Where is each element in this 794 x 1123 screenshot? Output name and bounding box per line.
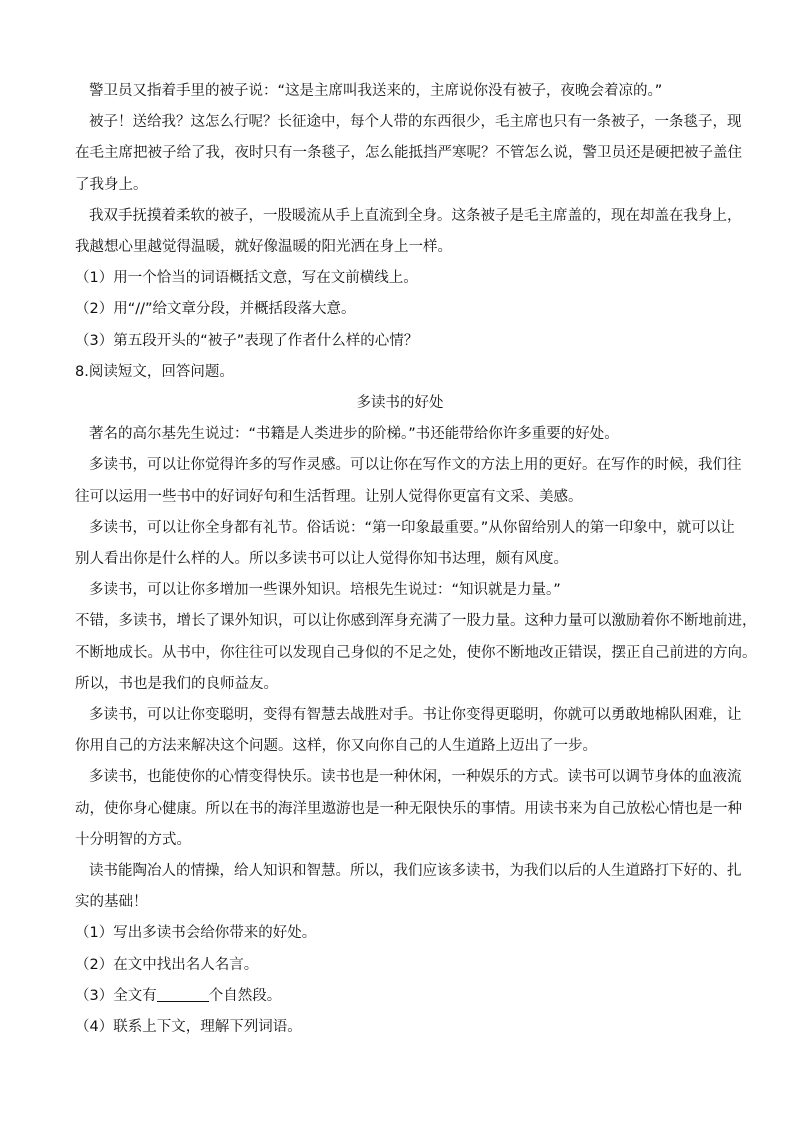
passage2-paragraph-7-line-2: 动，使你身心健康。所以在书的海洋里遨游也是一种无限快乐的事情。用读书来为自己放松心情也是一种 (75, 800, 742, 817)
passage2-paragraph-8-line-1: 读书能陶冶人的情操，给人知识和智慧。所以，我们应该多读书，为我们以后的人生道路打下好的、扎 (89, 863, 742, 880)
passage2-question-3 (75, 981, 725, 1012)
passage2-paragraph-2-line-1: 多读书，可以让你觉得许多的写作灵感。可以让你在写作文的方法上用的更好。在写作的时候，我们往 (89, 457, 742, 474)
passage2-paragraph-3-line-2: 别人看出你是什么样的人。所以多读书可以让人觉得你知书达理，颇有风度。 (75, 551, 568, 568)
passage1-paragraph-2-line-3: 了我身上。 (75, 176, 148, 193)
question-3-suffix: 个自然段。 (208, 987, 282, 1004)
passage1-question-3: （3）第五段开头的“被子”表现了作者什么样的心情？ (75, 332, 419, 349)
passage1-paragraph-3-line-1: 我双手抚摸着柔软的被子，一股暖流从手上直流到全身。这条被子是毛主席盖的，现在却盖在我身上， (89, 207, 742, 224)
passage2-paragraph-8-line-2: 实的基础！ (75, 894, 148, 911)
answer-blank[interactable] (157, 987, 209, 1002)
passage2-paragraph-5-line-3: 所以，书也是我们的良师益友。 (75, 675, 278, 692)
passage2-paragraph-7-line-1: 多读书，也能使你的心情变得快乐。读书也是一种休闲，一种娱乐的方式。读书可以调节身体的血液流 (89, 769, 742, 786)
passage2-paragraph-2-line-2: 往可以运用一些书中的好词好句和生活哲理。让别人觉得你更富有文采、美感。 (75, 488, 583, 505)
passage2-question-1: （1）写出多读书会给你带来的好处。 (75, 925, 317, 942)
passage1-question-1: （1）用一个恰当的词语概括文意，写在文前横线上。 (75, 270, 418, 287)
passage2-paragraph-7-line-3: 十分明智的方式。 (75, 831, 191, 848)
passage1-question-2: （2）用“//”给文章分段，并概括段落大意。 (75, 301, 356, 318)
passage1-paragraph-1: 警卫员又指着手里的被子说：“这是主席叫我送来的，主席说你没有被子，夜晚会着凉的。” (89, 83, 663, 99)
passage1-paragraph-3-line-2: 我越想心里越觉得温暖，就好像温暖的阳光洒在身上一样。 (75, 239, 452, 256)
passage2-paragraph-6-line-1: 多读书，可以让你变聪明，变得有智慧去战胜对手。书让你变得更聪明，你就可以勇敢地棉队困难，让 (89, 707, 742, 724)
passage1-paragraph-2-line-2: 在毛主席把被子给了我，夜时只有一条毯子，怎么能抵挡严寒呢？不管怎么说，警卫员还是硬把被子盖住 (75, 145, 742, 162)
passage1-paragraph-2-line-1: 被子！送给我？这怎么行呢？长征途中，每个人带的东西很少，毛主席也只有一条被子，一条毯子，现 (89, 114, 742, 131)
passage2-paragraph-1: 著名的高尔基先生说过：“书籍是人类进步的阶梯。”书还能带给你许多重要的好处。 (89, 426, 619, 443)
passage2-paragraph-5-line-2: 不断地成长。从书中，你往往可以发现自己身似的不足之处，使你不断地改正错误，摆正自己前进的方向。 (75, 644, 757, 661)
question-3-prefix: （3）全文有 (75, 987, 157, 1004)
passage2-paragraph-5-line-1: 不错，多读书，增长了课外知识，可以让你感到浑身充满了一股力量。这种力量可以激励着你不断地前进， (75, 613, 757, 630)
passage2-title: 多读书的好处 (356, 395, 444, 412)
passage2-paragraph-4: 多读书，可以让你多增加一些课外知识。培根先生说过：“知识就是力量。” (89, 582, 561, 599)
passage2-question-4: （4）联系上下文，理解下列词语。 (75, 1019, 302, 1036)
document-page (75, 76, 757, 1043)
question-8-heading: 8.阅读短文，回答问题。 (75, 363, 234, 380)
passage2-paragraph-6-line-2: 你用自己的方法来解决这个问题。这样，你又向你自己的人生道路上迈出了一步。 (75, 738, 597, 755)
passage2-question-2: （2）在文中找出名人名言。 (75, 956, 259, 973)
passage2-paragraph-3-line-1: 多读书，可以让你全身都有礼节。俗话说：“第一印象最重要。”从你留给别人的第一印象中，就可以让 (89, 519, 735, 536)
